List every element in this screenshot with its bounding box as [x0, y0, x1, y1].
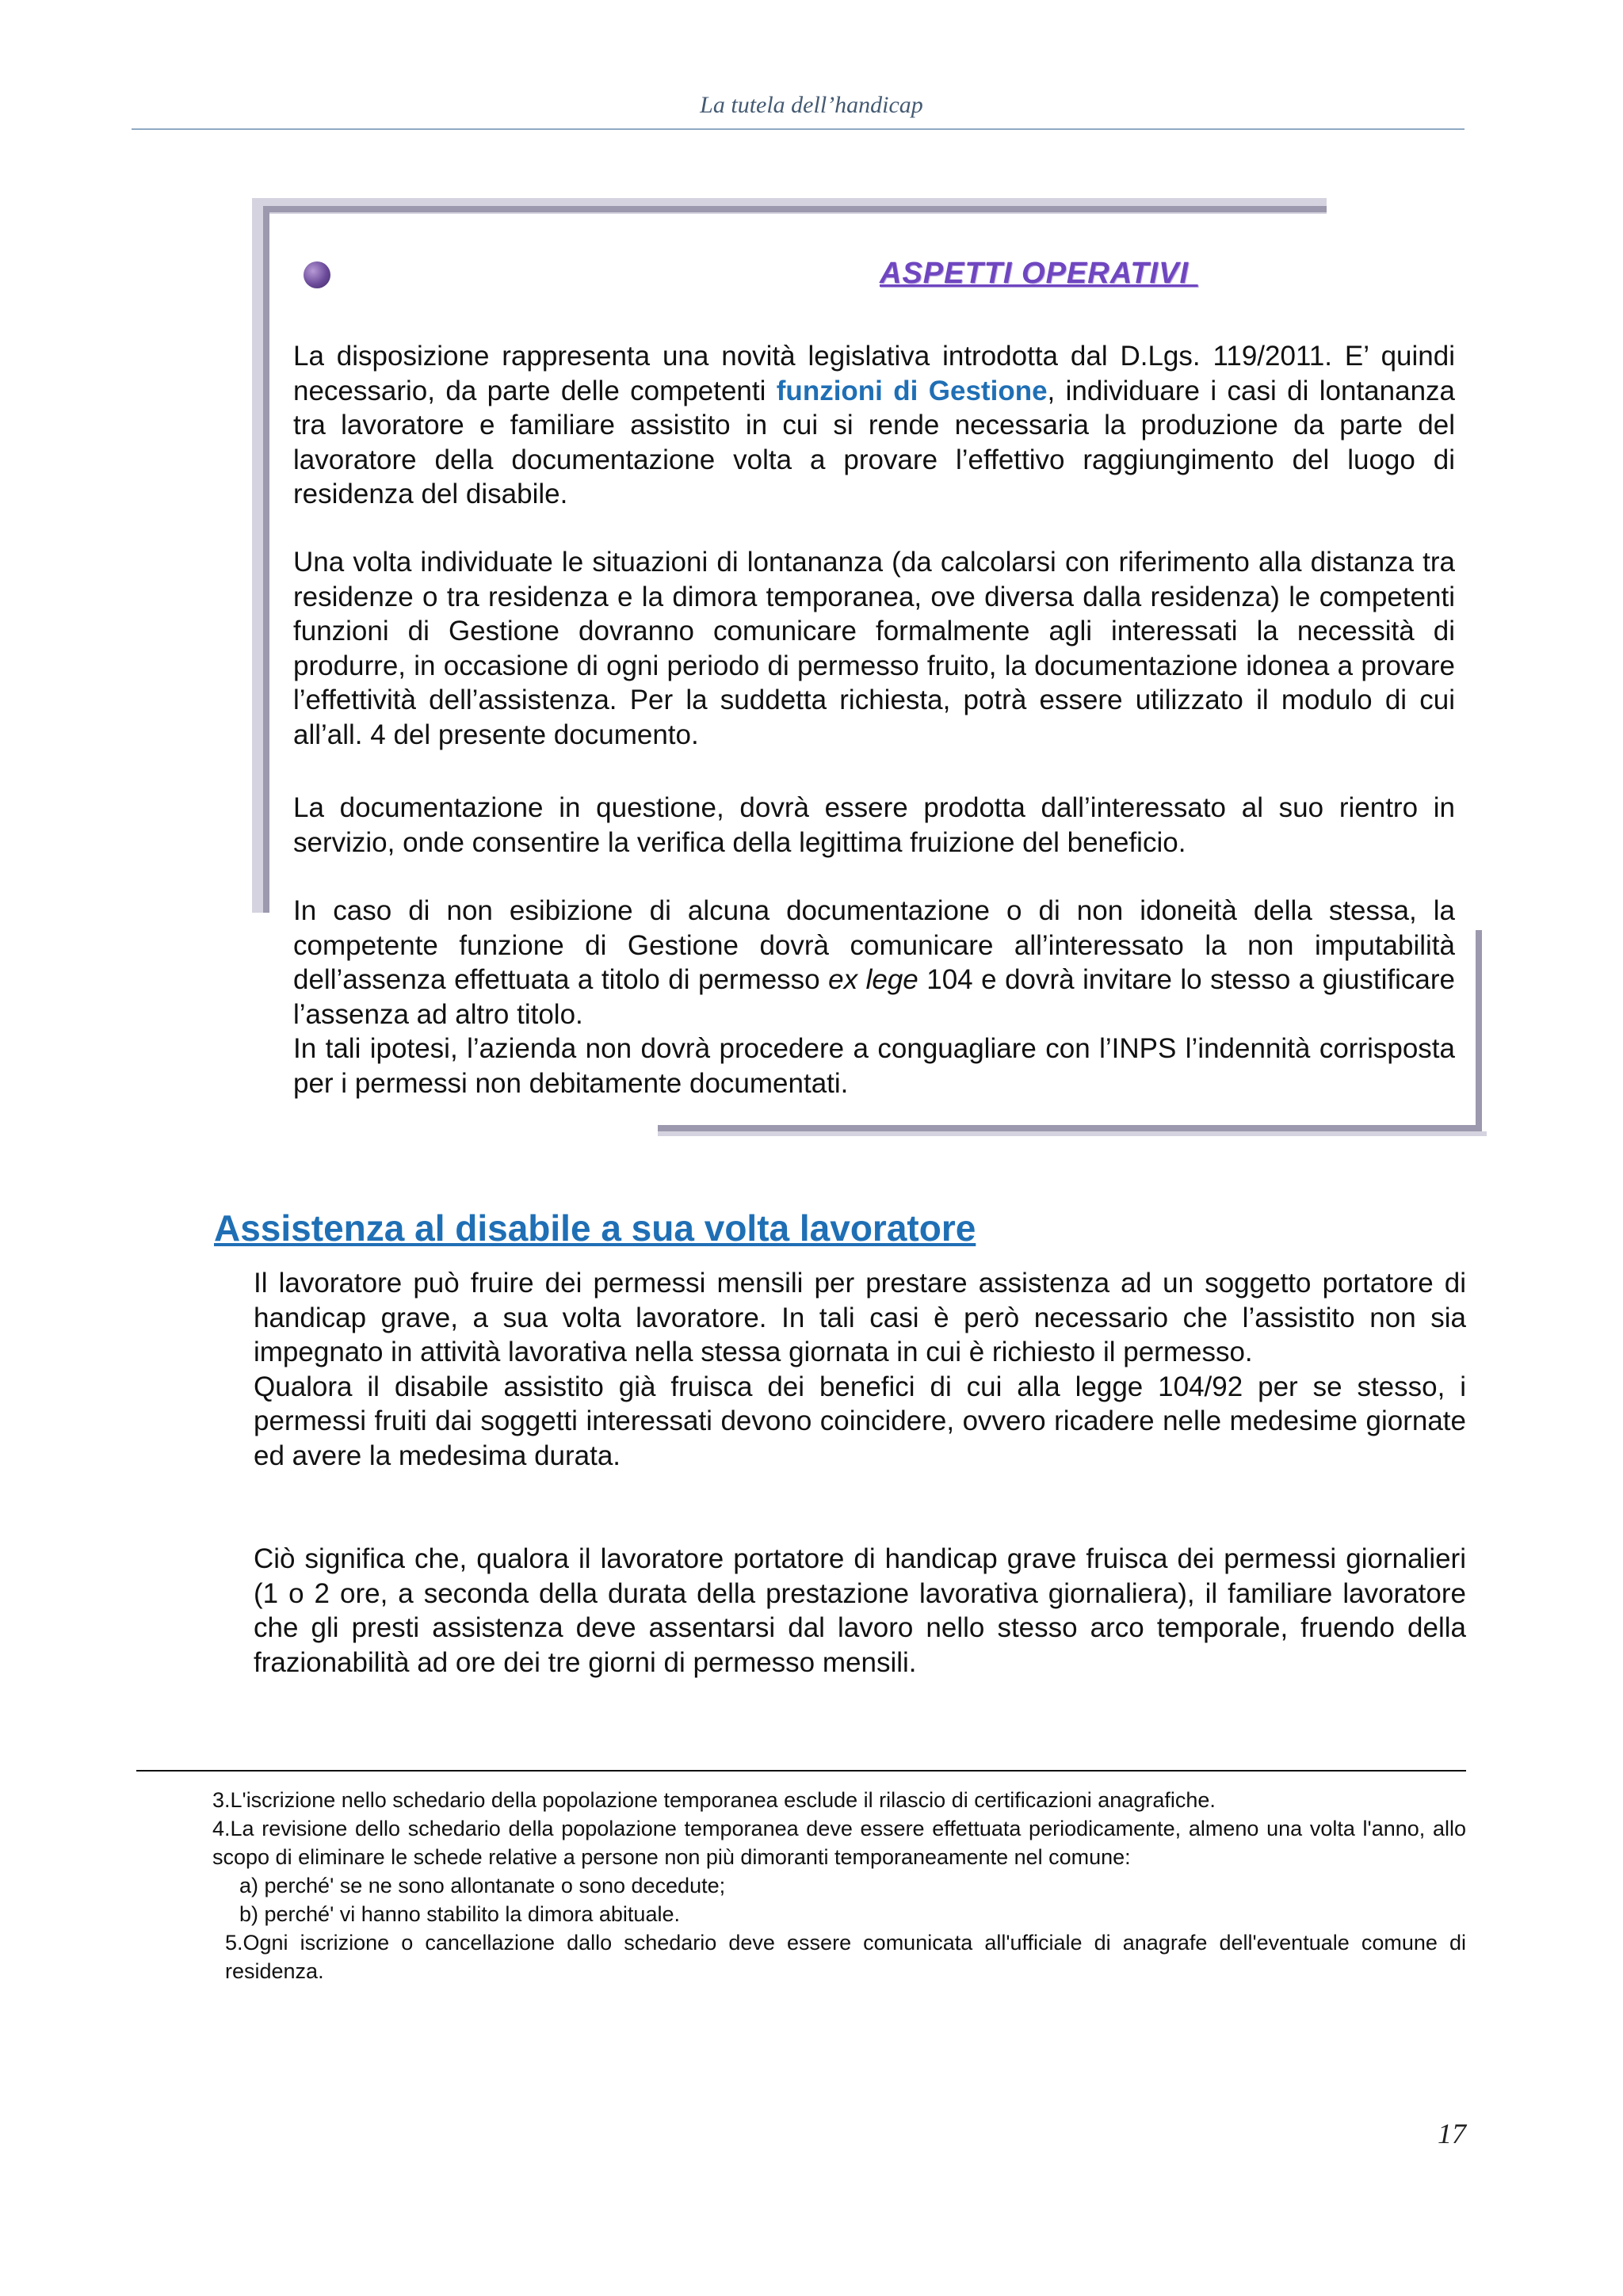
footnote-4-a: a) perché' se ne sono allontanate o sono decedute;: [239, 1874, 726, 1897]
box-paragraph-1-end: , individuare i casi di lontananza tra lavoratore e familiare assistito in cui si rende necessaria la produzione da parte del lavoratore della documentazione volta a provare l’effettivo raggiungimento del luogo di residenza del disabile.: [293, 375, 1455, 509]
box-left-border: [252, 198, 263, 913]
box-paragraph-4: [293, 894, 1455, 1100]
page-number: 17: [1438, 2118, 1466, 2149]
ex-lege-italic: ex lege: [828, 964, 918, 995]
box-top-border-inner: [263, 206, 1327, 212]
footnote-4: 4.La revisione dello schedario della popolazione temporanea deve essere effettuata periodicamente, almeno una volta l'anno, allo scopo di eliminare le schede relative a persone non più dimoranti temporaneamente nel comune:: [212, 1817, 1466, 1869]
box-left-border-inner: [263, 208, 269, 913]
box-title-text: ASPETTI OPERATIVI: [880, 257, 1190, 290]
box-paragraph-4-end: 104 e dovrà invitare lo stesso a giustificare l’assenza ad altro titolo.: [293, 964, 1456, 1030]
box-bottom-shadow: [658, 1131, 1487, 1136]
box-paragraph-2: Una volta individuate le situazioni di lontananza (da calcolarsi con riferimento alla distanza tra residenze o tra residenza e la dimora temporanea, ove diversa dalla residenza) le competenti funzioni di Gestione dovranno comunicare formalmente agli interessati la necessità di produrre, in occasione di ogni periodo di permesso fruito, la documentazione idonea a provare l’effettività dell’assistenza. Per la suddetta richiesta, potrà essere utilizzato il modulo di cui all’all. 4 del presente documento.: [293, 547, 1455, 750]
box-paragraph-3: La documentazione in questione, dovrà essere prodotta dall’interessato al suo rientro in servizio, onde consentire la verifica della legittima fruizione del beneficio.: [293, 792, 1455, 858]
footnotes: [212, 1786, 1466, 1985]
box-right-border: [1476, 930, 1482, 1133]
box-title: [880, 257, 1316, 291]
footnote-4-b: b) perché' vi hanno stabilito la dimora abituale.: [239, 1902, 680, 1926]
footnote-rule: [136, 1770, 1466, 1772]
section-paragraph-2: Qualora il disabile assistito già fruisca dei benefici di cui alla legge 104/92 per se stesso, i permessi fruiti dai soggetti interessati devono coincidere, ovvero ricadere nelle medesime giornate ed avere la medesima durata.: [254, 1371, 1466, 1471]
section-paragraph-1-text: Il lavoratore può fruire dei permessi mensili per prestare assistenza ad un soggetto portatore di handicap grave, a sua volta lavoratore. In tali casi è però necessario che l’assistito non sia impegnato in attività lavorativa nella stessa giornata in cui è richiesto il permesso.: [254, 1268, 1466, 1367]
box-paragraph-5: In tali ipotesi, l’azienda non dovrà procedere a conguagliare con l’INPS l’indennità corrisposta per i permessi non debitamente documentati.: [293, 1033, 1455, 1099]
box-paragraph-1: [293, 339, 1455, 512]
box-paragraph-1-start: La disposizione rappresenta una novità legislativa introdotta dal D.Lgs. 119/2011. E’ quindi necessario, da parte delle competenti: [293, 341, 1455, 406]
box-bottom-border: [658, 1125, 1482, 1131]
footnote-3: 3.L'iscrizione nello schedario della popolazione temporanea esclude il rilascio di certificazioni anagrafiche.: [212, 1788, 1216, 1812]
header-rule: [132, 128, 1465, 130]
box-title-underline-tail: [1189, 257, 1236, 291]
footnote-5: 5.Ogni iscrizione o cancellazione dallo schedario deve essere comunicata all'ufficiale di anagrafe dell'eventuale comune di residenza.: [225, 1931, 1466, 1983]
section-heading: Assistenza al disabile a sua volta lavoratore: [214, 1207, 976, 1249]
section-paragraph-1: [254, 1266, 1466, 1473]
bullet-icon: [304, 261, 330, 288]
section-paragraph-3: Ciò significa che, qualora il lavoratore portatore di handicap grave fruisca dei permessi giornalieri (1 o 2 ore, a seconda della durata della prestazione lavorativa giornaliera), il familiare lavoratore che gli presti assistenza deve assentarsi dal lavoro nello stesso arco temporale, fruendo della frazionabilità ad ore dei tre giorni di permesso mensili.: [254, 1543, 1466, 1678]
running-header: La tutela dell’handicap: [700, 92, 923, 118]
box-paragraph-4-start: In caso di non esibizione di alcuna documentazione o di non idoneità della stessa, la competente funzione di Gestione dovrà comunicare all’interessato la non imputabilità dell’assenza effettuata a titolo di permesso: [293, 895, 1455, 995]
funzioni-gestione-highlight: funzioni di Gestione: [776, 375, 1048, 406]
